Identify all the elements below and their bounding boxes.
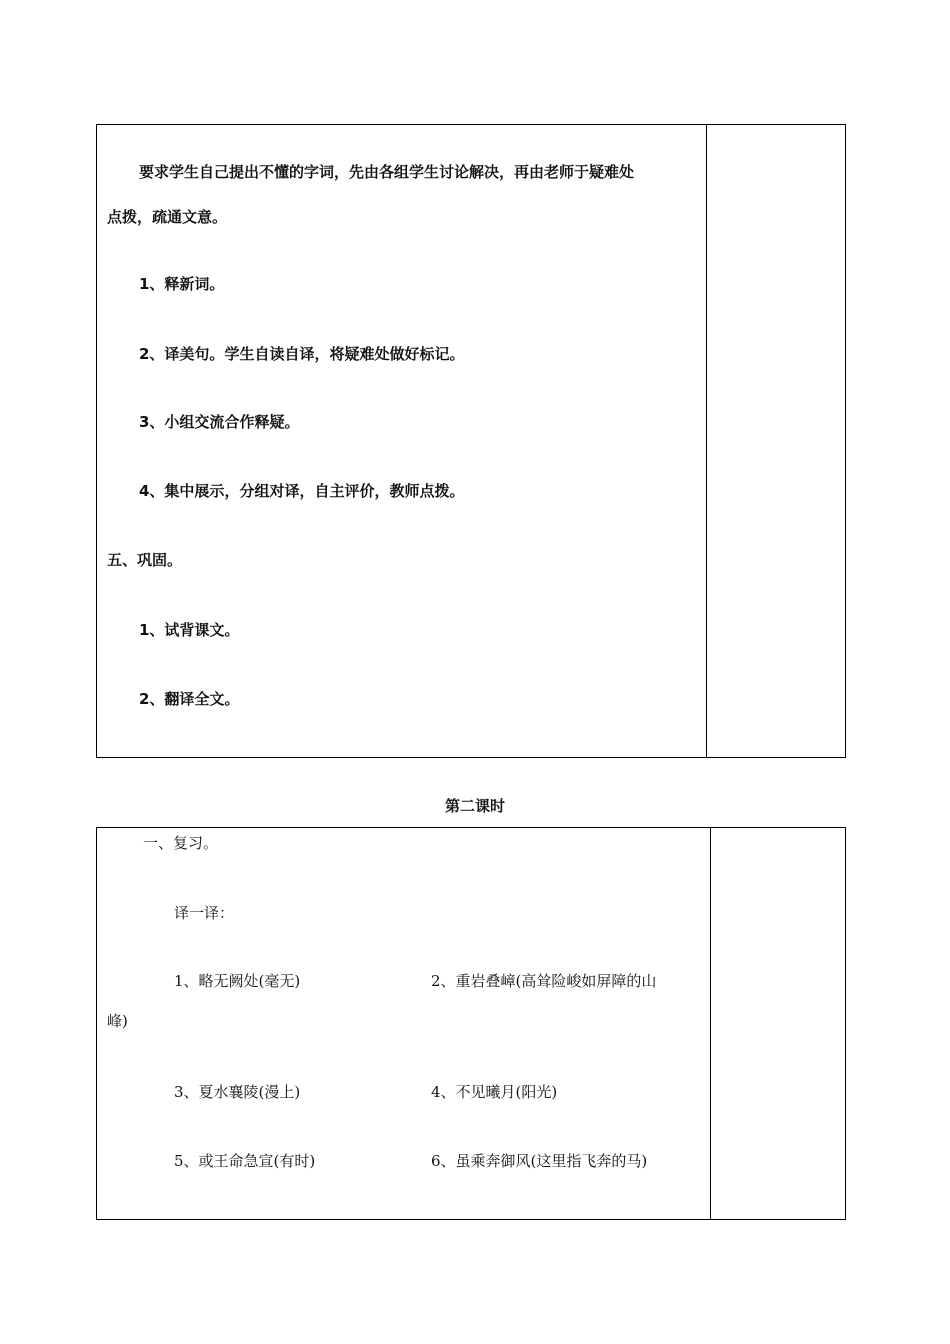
- translate-subheading: 译一译：: [174, 904, 235, 922]
- step-3: 3、小组交流合作释疑。: [139, 413, 300, 431]
- column-divider: [710, 828, 711, 1219]
- section-1-heading: 一、复习。: [143, 834, 219, 852]
- review-item-2: 2、翻译全文。: [139, 690, 240, 708]
- column-divider: [706, 125, 707, 757]
- lesson-table-1: [96, 124, 846, 758]
- step-2: 2、译美句。学生自读自译，将疑难处做好标记。: [139, 345, 465, 363]
- intro-line-2: 点拨，疏通文意。: [107, 208, 228, 226]
- item-2-continued: 峰): [107, 1012, 128, 1030]
- intro-line-1: 要求学生自己提出不懂的字词，先由各组学生讨论解决，再由老师于疑难处: [139, 163, 635, 181]
- step-1: 1、释新词。: [139, 275, 225, 293]
- item-2: 2、重岩叠嶂(高耸险峻如屏障的山: [431, 972, 657, 990]
- item-3: 3、夏水襄陵(漫上): [174, 1083, 301, 1101]
- item-4: 4、不见曦月(阳光): [431, 1083, 558, 1101]
- item-5: 5、或王命急宣(有时): [174, 1152, 316, 1170]
- section-5-heading: 五、巩固。: [107, 551, 183, 569]
- item-6: 6、虽乘奔御风(这里指飞奔的马): [431, 1152, 648, 1170]
- lesson-2-title: 第二课时: [444, 797, 505, 815]
- step-4: 4、集中展示，分组对译，自主评价，教师点拨。: [139, 482, 465, 500]
- lesson-table-2: [96, 827, 846, 1220]
- item-1: 1、略无阙处(毫无): [174, 972, 301, 990]
- review-item-1: 1、试背课文。: [139, 621, 240, 639]
